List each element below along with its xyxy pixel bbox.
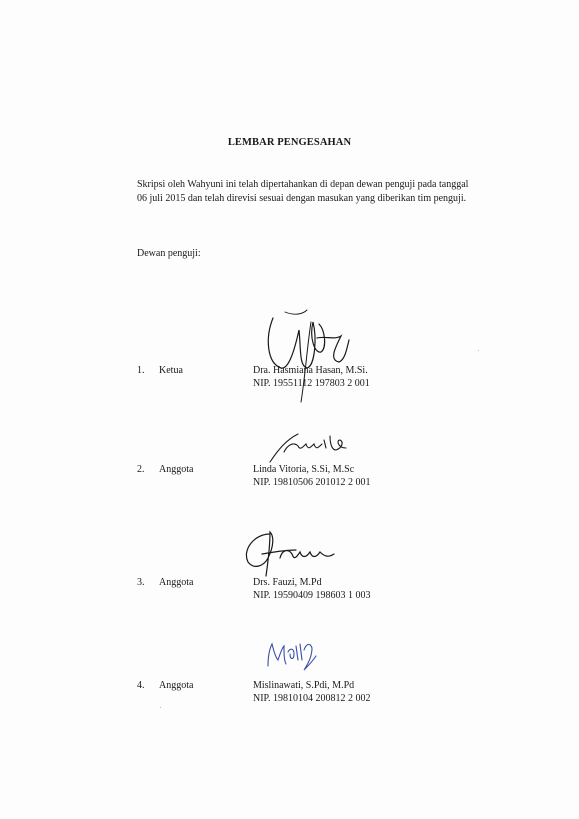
examiner-nip: NIP. 19590409 198603 1 003: [253, 590, 371, 601]
scan-speck: [160, 707, 161, 708]
signature-2-icon: [264, 430, 354, 464]
examiner-name: Linda Vitoria, S.Si, M.Sc: [253, 464, 355, 475]
examiner-name: Dra. Hasmiana Hasan, M.Si.: [253, 365, 368, 376]
examiner-row-1: [0, 365, 579, 405]
examiner-number: 1.: [137, 365, 145, 376]
board-label: Dewan penguji:: [137, 248, 201, 259]
examiner-name: Mislinawati, S.Pdi, M.Pd: [253, 680, 355, 691]
examiner-nip: NIP. 19810506 201012 2 001: [253, 477, 371, 488]
examiner-role: Anggota: [159, 577, 194, 588]
intro-paragraph-line-1: Skripsi oleh Wahyuni ini telah dipertahankan di depan dewan penguji pada tanggal: [137, 179, 469, 190]
page-title: LEMBAR PENGESAHAN: [227, 137, 352, 148]
examiner-role: Ketua: [159, 365, 183, 376]
examiner-row-2: [0, 464, 579, 504]
examiner-nip: NIP. 19551112 197803 2 001: [253, 378, 370, 389]
examiner-nip: NIP. 19810104 200812 2 002: [253, 693, 371, 704]
signature-4-icon: [262, 636, 322, 674]
examiner-number: 2.: [137, 464, 145, 475]
examiner-row-3: [0, 577, 579, 617]
examiner-row-4: [0, 680, 579, 720]
examiner-number: 4.: [137, 680, 145, 691]
examiner-role: Anggota: [159, 464, 194, 475]
examiner-number: 3.: [137, 577, 145, 588]
examiner-name: Drs. Fauzi, M.Pd: [253, 577, 322, 588]
examiner-role: Anggota: [159, 680, 194, 691]
scan-speck: [478, 350, 479, 351]
intro-paragraph-line-2: 06 juli 2015 dan telah direvisi sesuai dengan masukan yang diberikan tim penguji.: [137, 193, 467, 204]
signature-3-icon: [240, 528, 340, 578]
